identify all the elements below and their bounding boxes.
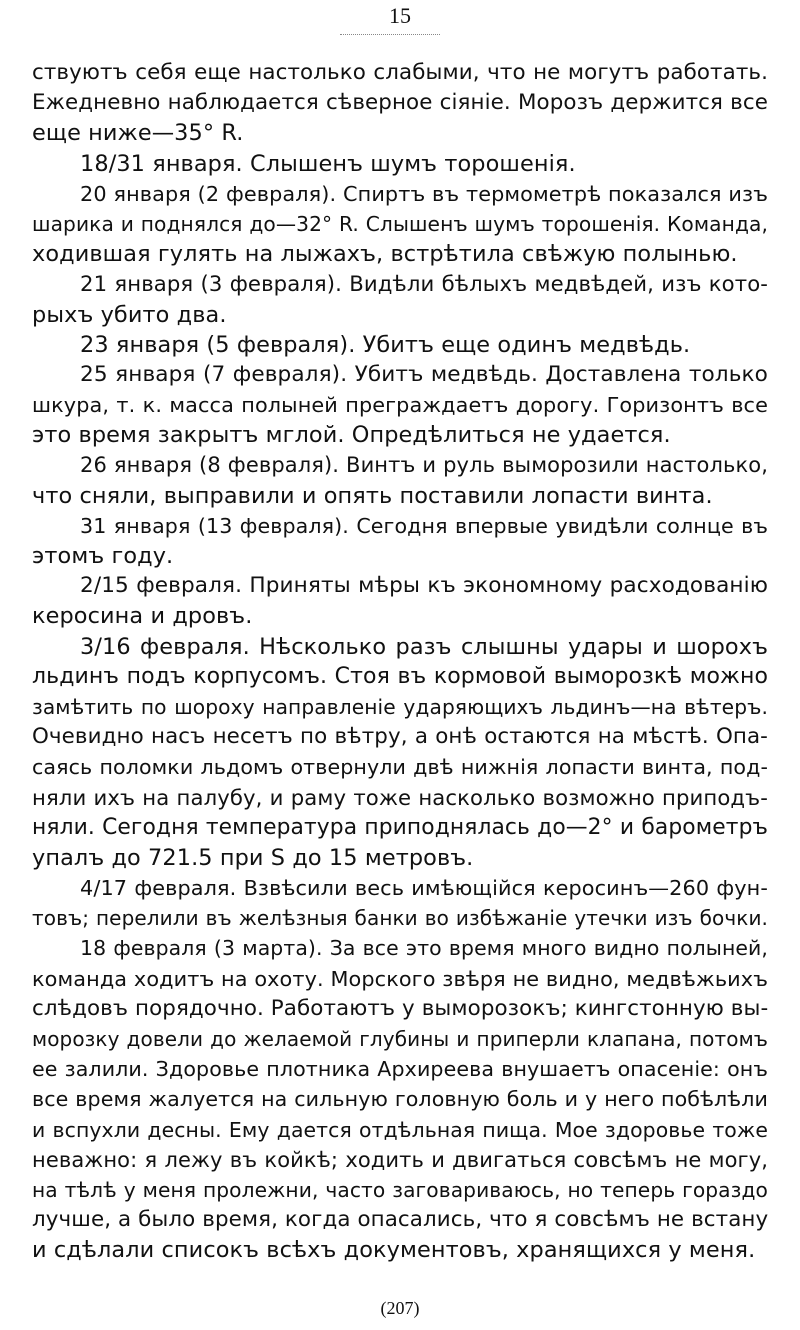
- text-line: замѣтить по шороху направленіе ударяющихъ льдинъ—на вѣтеръ.: [32, 694, 768, 719]
- text-line: ее залили. Здоровье плотника Архиреева внушаетъ опасеніе: онъ: [32, 1057, 768, 1082]
- header-rule: [340, 34, 440, 35]
- text-line: команда ходитъ на охоту. Морского звѣря не видно, медвѣжьихъ: [32, 966, 768, 991]
- text-line: няли. Сегодня температура приподнялась до—2° и барометръ: [32, 814, 768, 840]
- text-line: 20 января (2 февраля). Спиртъ въ термометрѣ показался изъ: [80, 181, 768, 206]
- text-line: Ежедневно наблюдается сѣверное сіяніе. Морозъ держится все: [32, 90, 768, 116]
- text-line: 3/16 февраля. Нѣсколько разъ слышны удары и шорохъ: [80, 633, 768, 660]
- page-number: 15: [389, 3, 411, 28]
- text-line: ствуютъ себя еще настолько слабыми, что не могутъ работать.: [32, 60, 768, 85]
- text-line: 18 февраля (3 марта). За все это время много видно полыней,: [80, 936, 768, 961]
- text-line: рыхъ убито два.: [32, 301, 227, 328]
- text-line: ходившая гулять на лыжахъ, встрѣтила свѣжую полынью.: [32, 241, 738, 268]
- text-line: шкура, т. к. масса полыней преграждаетъ дорогу. Горизонтъ все: [32, 393, 768, 418]
- text-line: этомъ году.: [32, 543, 174, 569]
- text-line: 31 января (13 февраля). Сегодня впервые увидѣли солнце въ: [80, 513, 768, 538]
- text-line: керосина и дровъ.: [32, 603, 253, 630]
- text-line: на тѣлѣ у меня пролежни, часто заговариваюсь, но теперь гораздо: [32, 1177, 768, 1202]
- text-line: льдинъ подъ корпусомъ. Стоя въ кормовой выморозкѣ можно: [32, 663, 768, 689]
- text-line: 2/15 февраля. Приняты мѣры къ экономному расходованію: [80, 573, 768, 599]
- text-line: что сняли, выправили и опять поставили лопасти винта.: [32, 482, 713, 509]
- text-line: морозку довели до желаемой глубины и приперли клапана, потомъ: [32, 1027, 768, 1051]
- text-line: 4/17 февраля. Взвѣсили весь имѣющійся керосинъ—260 фун-: [80, 876, 768, 901]
- text-line: это время закрытъ мглой. Опредѣлиться не удается.: [32, 422, 671, 449]
- text-line: упалъ до 721.5 при S до 15 метровъ.: [32, 844, 474, 871]
- text-line: и сдѣлали списокъ всѣхъ документовъ, хранящихся у меня.: [32, 1237, 756, 1264]
- document-body: [32, 58, 768, 1266]
- text-line: еще ниже—35° R.: [32, 120, 244, 147]
- text-line: 21 января (3 февраля). Видѣли бѣлыхъ медвѣдей, изъ кото-: [80, 271, 768, 297]
- text-line: няли ихъ на палубу, и раму тоже насколько возможно приподъ-: [32, 784, 768, 810]
- text-line: лучше, а было время, когда опасались, что я совсѣмъ не встану: [32, 1207, 769, 1233]
- text-line: неважно: я лежу въ койкѣ; ходить и двигаться совсѣмъ не могу,: [32, 1147, 768, 1172]
- text-line: 25 января (7 февраля). Убитъ медвѣдь. Доставлена только: [80, 361, 768, 387]
- text-line: Очевидно насъ несетъ по вѣтру, а онѣ остаются на мѣстѣ. Опа-: [32, 724, 768, 750]
- text-line: саясь поломки льдомъ отвернули двѣ нижнія лопасти винта, под-: [32, 755, 768, 780]
- text-line: 23 января (5 февраля). Убитъ еще одинъ медвѣдь.: [80, 331, 691, 358]
- text-line: 18/31 января. Слышенъ шумъ торошенія.: [80, 150, 576, 177]
- text-line: шарика и поднялся до—32° R. Слышенъ шумъ торошенія. Команда,: [32, 211, 768, 236]
- text-line: все время жалуется на сильную головную боль и у него побѣлѣли: [32, 1087, 768, 1112]
- text-line: и вспухли десны. Ему дается отдѣльная пища. Мое здоровье тоже: [32, 1117, 768, 1142]
- text-line: товъ; перелили въ желѣзныя банки во избѣжаніе утечки изъ бочки.: [32, 906, 768, 931]
- text-line: слѣдовъ порядочно. Работаютъ у выморозокъ; кингстонную вы-: [32, 995, 769, 1021]
- text-line: 26 января (8 февраля). Винтъ и руль выморозили настолько,: [80, 453, 768, 478]
- footer-page-number: (207): [380, 1298, 420, 1318]
